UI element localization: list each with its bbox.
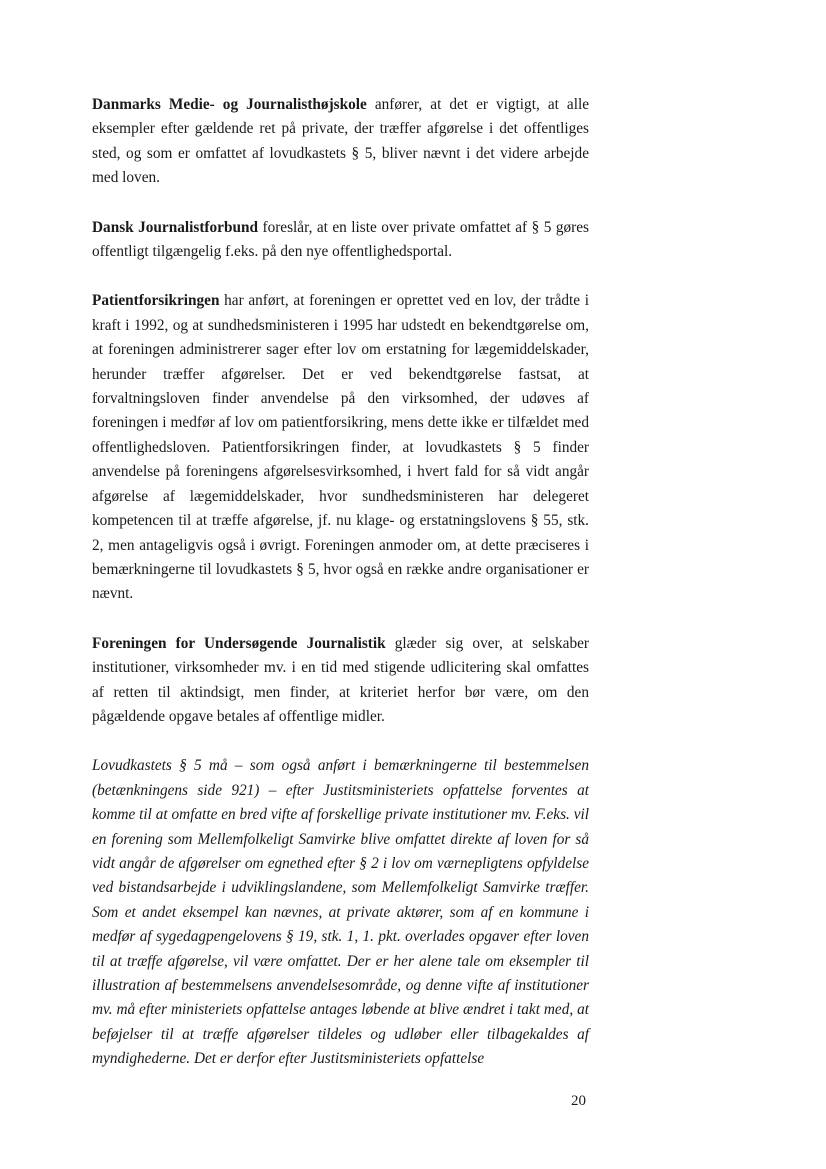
paragraph-text: anfører, at det er vigtigt, at alle eksempler efter gældende ret på private, der træffer afgørelse i det offentliges sted, og som er omfattet af lovudkastets § 5, bliver nævnt i det videre arbejde med loven.	[92, 96, 589, 187]
paragraph-text: foreslår, at en liste over private omfattet af § 5 gøres offentligt tilgængelig f.eks. på den nye offentlighedsportal.	[92, 218, 589, 261]
organization-name: Foreningen for Undersøgende Journalistik	[92, 634, 386, 652]
organization-name: Dansk Journalistforbund	[92, 218, 258, 236]
paragraph-dj	[92, 216, 589, 265]
page-content	[92, 93, 589, 1072]
paragraph-fuj	[92, 632, 589, 730]
paragraph-text: glæder sig over, at selskaber institutioner, virksomheder mv. i en tid med stigende udlicitering skal omfattes af retten til aktindsigt, men finder, at kriteriet herfor bør være, om den pågældende opgave betales af offentlige midler.	[92, 634, 589, 725]
page-number: 20	[571, 1093, 586, 1109]
organization-name: Patientforsikringen	[92, 292, 220, 310]
paragraph-text: har anført, at foreningen er oprettet ved en lov, der trådte i kraft i 1992, og at sundhedsministeren i 1995 har udstedt en bekendtgørelse om, at foreningen administrerer sager efter lov om erstatning for lægemiddelskader, herunder træffer afgørelser. Det er ved bekendtgørelse fastsat, at forvaltningsloven finder anvendelse på den virksomhed, der udøves af foreningen i medfør af lov om patientforsikring, mens dette ikke er tilfældet med offentlighedsloven. Patientforsikringen finder, at lovudkastets § 5 finder anvendelse på foreningens afgørelsesvirksomhed, i hvert fald for så vidt angår afgørelse af lægemiddelskader, hvor sundhedsministeren har delegeret kompetencen til at træffe afgørelse, jf. nu klage- og erstatningslovens § 55, stk. 2, men antageligvis også i øvrigt. Foreningen anmoder om, at dette præciseres i bemærkningerne til lovudkastets § 5, hvor også en række andre organisationer er nævnt.	[92, 292, 589, 603]
paragraph-patientforsikringen	[92, 289, 589, 606]
paragraph-dmjx	[92, 93, 589, 191]
ministry-comment-paragraph: Lovudkastets § 5 må – som også anført i bemærkningerne til bestemmelsen (betænkningens side 921) – efter Justitsministeriets opfattelse forventes at komme til at omfatte en bred vifte af forskellige private institutioner mv. F.eks. vil en forening som Mellemfolkeligt Samvirke blive omfattet direkte af loven for så vidt angår de afgørelser om egnethed efter § 2 i lov om værnepligtens opfyldelse ved bistandsarbejde i udviklingslandene, som Mellemfolkeligt Samvirke træffer. Som et andet eksempel kan nævnes, at private aktører, som af en kommune i medfør af sygedagpengelovens § 19, stk. 1, 1. pkt. overlades opgaver efter loven til at træffe afgørelse, vil være omfattet. Der er her alene tale om eksempler til illustration af bestemmelsens anvendelsesområde, og denne vifte af institutioner mv. må efter ministeriets opfattelse antages løbende at blive ændret i takt med, at beføjelser til at træffe afgørelser tildeles og udløber eller tilbagekaldes af myndighederne. Det er derfor efter Justitsministeriets opfattelse	[92, 757, 589, 1068]
organization-name: Danmarks Medie- og Journalisthøjskole	[92, 96, 367, 113]
